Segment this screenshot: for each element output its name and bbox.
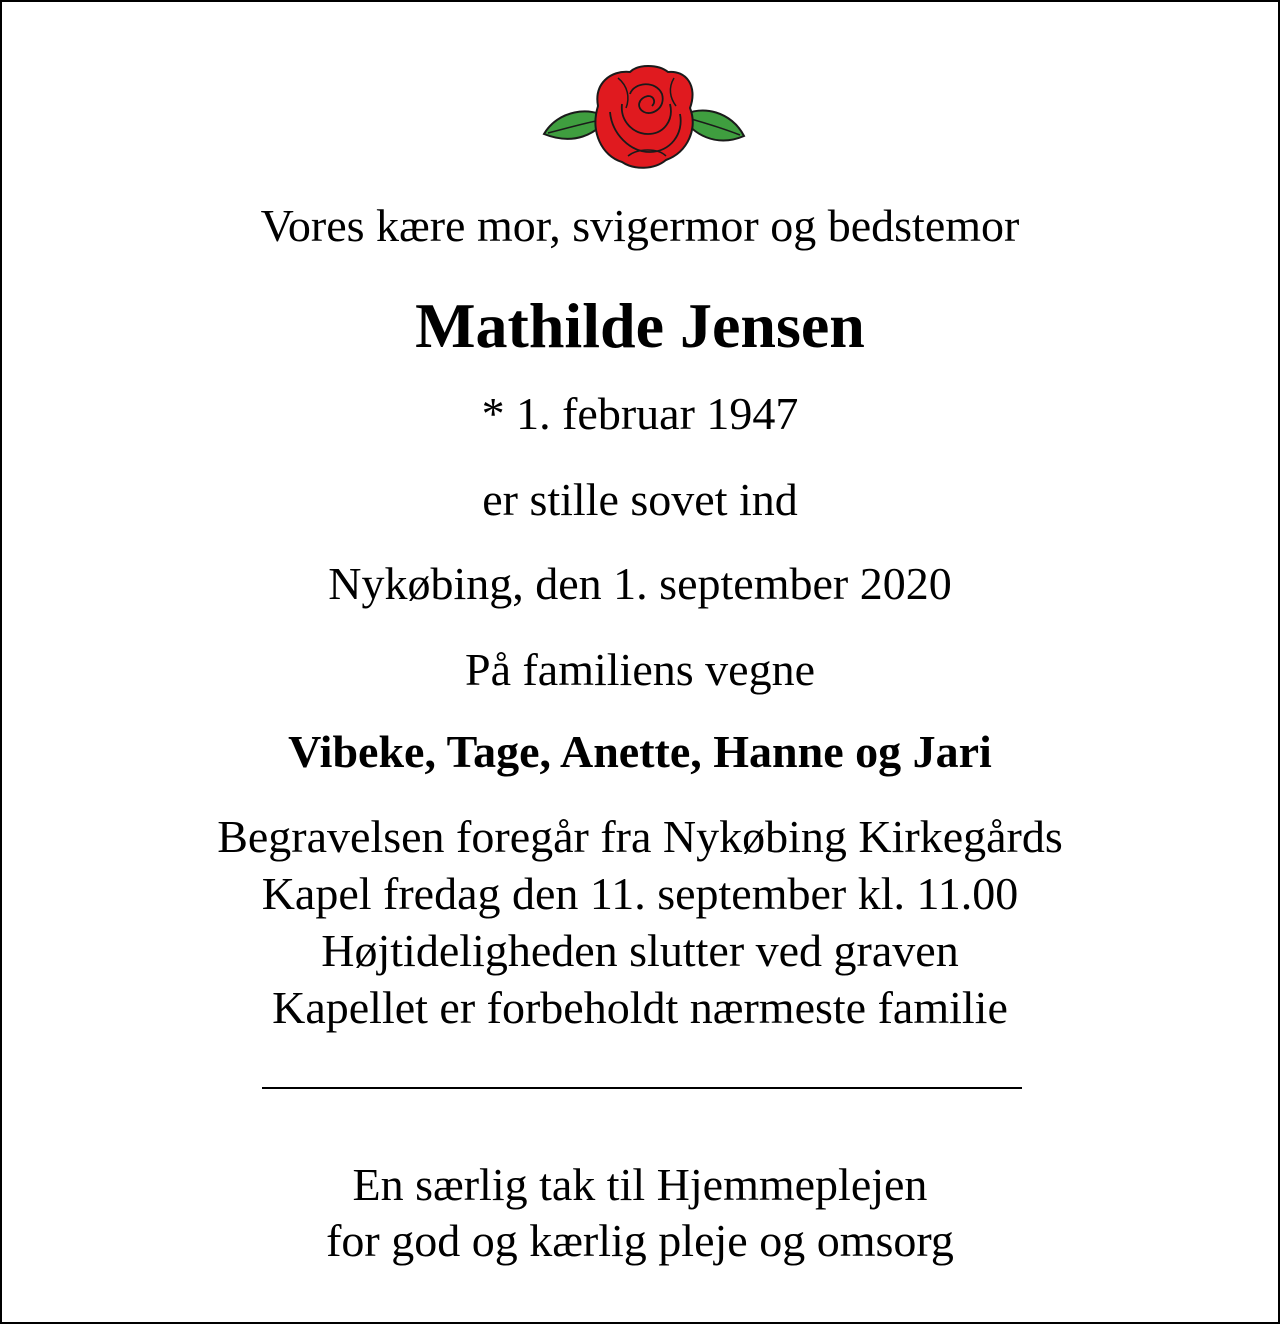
place-and-date: Nykøbing, den 1. september 2020 — [328, 558, 952, 609]
deceased-name: Mathilde Jensen — [415, 290, 865, 361]
divider-line — [262, 1087, 1022, 1089]
funeral-line: Kapellet er forbeholdt nærmeste familie — [272, 982, 1008, 1033]
thanks-line: En særlig tak til Hjemmeplejen — [352, 1159, 928, 1210]
funeral-line: Begravelsen foregår fra Nykøbing Kirkegårds — [217, 811, 1063, 862]
thanks-line: for god og kærlig pleje og omsorg — [326, 1215, 954, 1266]
rose-icon — [538, 64, 750, 172]
thanks-message — [2, 1157, 1278, 1269]
intro-text: Vores kære mor, svigermor og bedstemor — [260, 200, 1020, 251]
birth-date: * 1. februar 1947 — [481, 388, 799, 439]
on-behalf-text: På familiens vegne — [464, 644, 815, 695]
funeral-details — [2, 808, 1278, 1036]
funeral-line: Kapel fredag den 11. september kl. 11.00 — [261, 868, 1019, 919]
family-signers: Vibeke, Tage, Anette, Hanne og Jari — [288, 726, 992, 777]
passed-text: er stille sovet ind — [482, 474, 798, 525]
funeral-line: Højtideligheden slutter ved graven — [321, 925, 959, 976]
